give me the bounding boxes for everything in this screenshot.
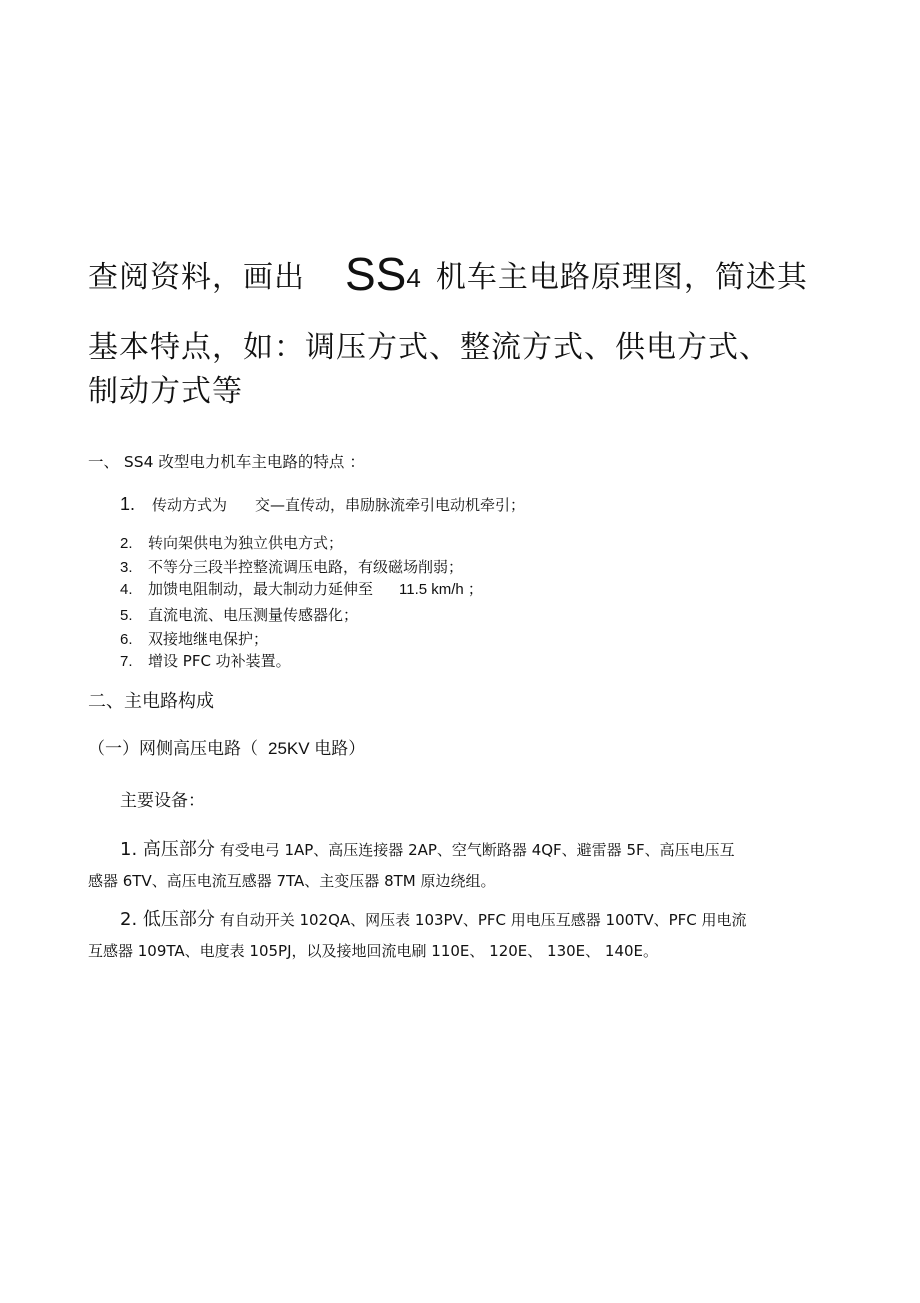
list-item: 3. 不等分三段半控整流调压电路，有级磁场削弱；	[120, 558, 464, 576]
list-item: 1. 传动方式为 交—直传动，串励脉流牵引电动机牵引；	[120, 494, 526, 514]
title-ss-number: 4	[406, 263, 422, 293]
section-2-heading: 二、主电路构成	[88, 691, 214, 712]
subsection-heading: （一）网侧高压电路（ 25KV 电路）	[88, 739, 366, 759]
title-line-1	[88, 244, 808, 298]
list-item: 7. 增设 PFC 功补装置。	[120, 652, 291, 670]
list-item: 2. 转向架供电为独立供电方式；	[120, 534, 344, 552]
list-item: 5. 直流电流、电压测量传感器化；	[120, 606, 359, 624]
title-prefix: 查阅资料，画出	[88, 260, 305, 295]
paragraph-high-voltage: 1. 高压部分 有受电弓 1AP、高压连接器 2AP、空气断路器 4QF、避雷器 5F、高压电压互 感器 6TV、高压电流互感器 7TA、主变压器 8TM 原边绕组。	[88, 839, 735, 890]
section-1-heading: 一、 SS4 改型电力机车主电路的特点 ：	[88, 453, 365, 471]
paragraph-low-voltage: 2. 低压部分 有自动开关 102QA、网压表 103PV、PFC 用电压互感器 100TV、PFC 用电流 互感器 109TA、电度表 105PJ，以及接地回流电刷 110E、 120E、 130E、 140E。	[88, 909, 747, 960]
title-suffix: 机车主电路原理图，简述其	[435, 260, 808, 295]
title-line-2: 基本特点，如：调压方式、整流方式、供电方式、	[88, 330, 770, 365]
list-item: 6. 双接地继电保护；	[120, 630, 269, 648]
list-item: 4. 加馈电阻制动，最大制动力延伸至 11.5 km/h ；	[120, 580, 483, 598]
main-equipment-label: 主要设备：	[120, 791, 205, 811]
title-ss: SS	[345, 248, 407, 300]
title-line-3: 制动方式等	[88, 374, 243, 409]
